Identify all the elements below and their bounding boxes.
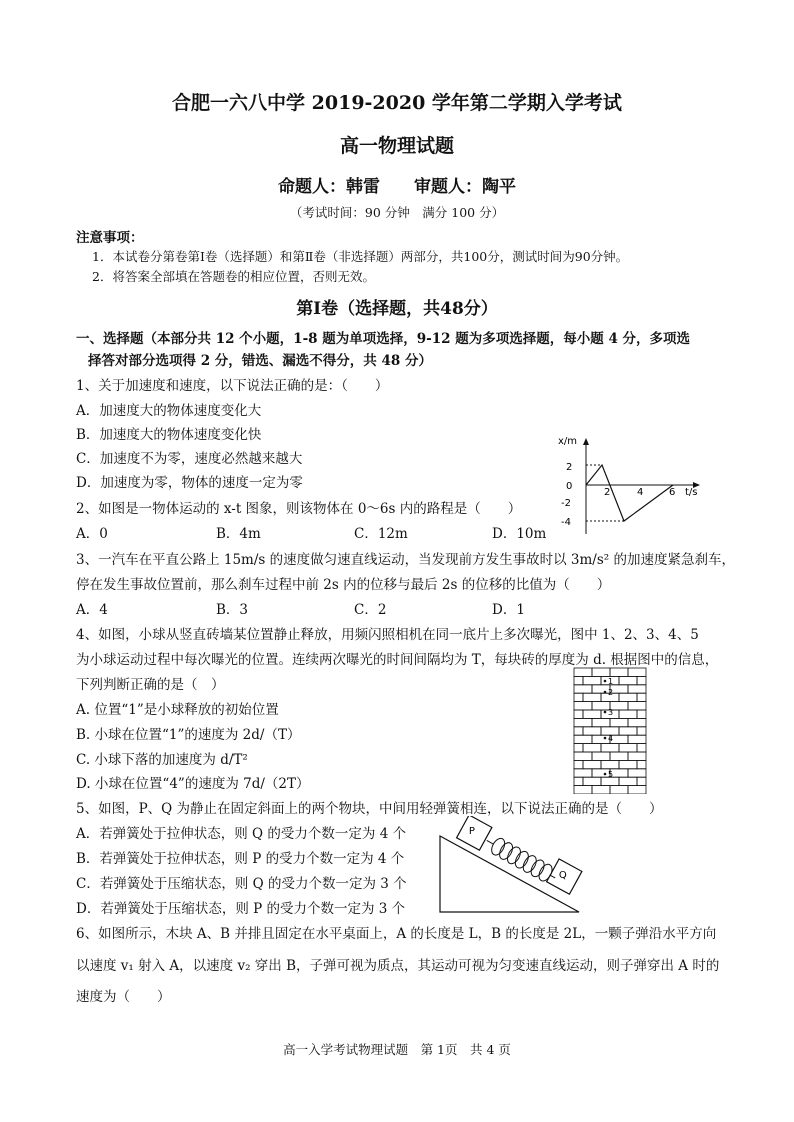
ball-positions <box>604 677 613 779</box>
note-item-2: 2．将答案全部填在答题卷的相应位置，否则无效。 <box>92 269 375 284</box>
q4-option-d: D. 小球在位置“4”的速度为 7d/（2T） <box>76 776 310 792</box>
brick <box>574 760 583 768</box>
brick <box>574 668 592 676</box>
brick <box>574 769 592 777</box>
brick <box>628 786 646 794</box>
brick <box>601 744 619 752</box>
exam-authors: 命题人：韩雷 审题人：陶平 <box>278 177 516 197</box>
brick <box>619 676 637 684</box>
brick <box>628 668 646 676</box>
x-tick-2: 2 <box>604 487 611 498</box>
brick <box>574 744 583 752</box>
y-tick-0: 0 <box>566 481 573 492</box>
q4-option-b: B. 小球在位置“1”的速度为 2d/（T） <box>76 727 301 743</box>
time-note: （考试时间：90 分钟 满分 100 分） <box>289 205 505 220</box>
brick <box>637 676 646 684</box>
brick <box>601 760 619 768</box>
brick <box>619 760 637 768</box>
brick <box>610 752 628 760</box>
brick <box>637 760 646 768</box>
brick <box>610 786 628 794</box>
q4-line3: 下列判断正确的是（ ） <box>76 677 225 693</box>
brick <box>583 744 601 752</box>
q5-stem: 5、如图，P、Q 为静止在固定斜面上的两个物块，中间用轻弹簧相连，以下说法正确的是（ ） <box>76 801 663 817</box>
brick <box>637 710 646 718</box>
q2-option-d: D．10m <box>492 526 547 542</box>
ball-position-5 <box>604 773 607 776</box>
ball-position-1 <box>604 680 607 683</box>
q1-stem: 1、关于加速度和速度，以下说法正确的是：（ ） <box>76 378 389 394</box>
position-label-2: 2 <box>608 688 614 697</box>
q3-option-b: B．3 <box>216 602 249 618</box>
position-label-5: 5 <box>608 770 614 779</box>
q2-option-a: A．0 <box>76 526 108 542</box>
brick <box>628 718 646 726</box>
brick <box>592 786 610 794</box>
x-axis-label: t/s <box>685 487 698 498</box>
brick <box>574 727 583 735</box>
brick <box>592 668 610 676</box>
brick <box>583 727 601 735</box>
note-item-1: 1．本试卷分第卷第Ⅰ卷（选择题）和第Ⅱ卷（非选择题）两部分，共100分，测试时间为90分钟。 <box>92 249 629 264</box>
brick <box>619 777 637 785</box>
position-label-4: 4 <box>608 734 614 743</box>
brick <box>637 744 646 752</box>
brick <box>583 760 601 768</box>
q3-option-a: A．4 <box>76 602 108 618</box>
brick <box>574 685 592 693</box>
ball-position-3 <box>604 711 607 714</box>
brick <box>574 676 583 684</box>
q3-option-d: D．1 <box>492 602 525 618</box>
brick <box>628 752 646 760</box>
brick <box>583 676 601 684</box>
position-label-1: 1 <box>608 677 614 686</box>
brick <box>610 668 628 676</box>
q3-option-c: C．2 <box>354 602 387 618</box>
brick <box>574 702 592 710</box>
q4-line2: 为小球运动过程中每次曝光的位置。连续两次曝光的时间间隔均为 T，每块砖的厚度为 d. 根据图中的信息， <box>76 652 719 668</box>
y-tick-neg4: -4 <box>561 517 571 528</box>
xt-graph-figure <box>542 432 708 538</box>
q5-option-b: B．若弹簧处于拉伸状态，则 P 的受力个数一定为 4 个 <box>76 851 405 867</box>
brick <box>619 693 637 701</box>
brick <box>592 752 610 760</box>
x-tick-4: 4 <box>637 487 644 498</box>
q4-option-c: C. 小球下落的加速度为 d/T² <box>76 752 248 768</box>
section-title: 第Ⅰ卷（选择题，共48分） <box>296 299 498 319</box>
q3-line1: 3、一汽车在平直公路上 15m/s 的速度做匀速直线运动，当发现前方发生事故时以 3m/s² 的加速度紧急刹车， <box>76 552 735 568</box>
section-intro-line1: 一、选择题（本部分共 12 个小题，1-8 题为单项选择，9-12 题为多项选择题，每小题 4 分，多项选 <box>76 331 691 347</box>
brick <box>619 710 637 718</box>
x-tick-6: 6 <box>669 487 676 498</box>
brick <box>574 693 583 701</box>
brick <box>619 744 637 752</box>
y-tick-neg2: -2 <box>561 498 571 509</box>
q3-line2: 停在发生事故位置前，那么刹车过程中前 2s 内的位移与最后 2s 的位移的比值为（ ） <box>76 577 611 593</box>
q4-option-a: A. 位置“1”是小球释放的初始位置 <box>76 702 279 718</box>
brick <box>637 693 646 701</box>
brick <box>619 727 637 735</box>
xt-line <box>586 465 676 521</box>
brick <box>574 710 583 718</box>
q5-option-d: D．若弹簧处于压缩状态，则 P 的受力个数一定为 3 个 <box>76 901 406 917</box>
q5-option-a: A．若弹簧处于拉伸状态，则 Q 的受力个数一定为 4 个 <box>76 826 407 842</box>
q2-option-c: C．12m <box>354 526 408 542</box>
brick <box>574 752 592 760</box>
q1-option-b: B．加速度大的物体速度变化快 <box>76 427 262 443</box>
spring <box>482 833 559 886</box>
q1-option-a: A．加速度大的物体速度变化大 <box>76 403 262 419</box>
brick <box>637 727 646 735</box>
section-intro-line2: 择答对部分选项得 2 分，错选、漏选不得分，共 48 分） <box>88 353 432 369</box>
brick <box>583 710 601 718</box>
brick <box>628 702 646 710</box>
notes-heading: 注意事项： <box>76 230 144 246</box>
brick <box>628 769 646 777</box>
q2-option-b: B．4m <box>216 526 261 542</box>
block-p-label: P <box>468 826 475 838</box>
brick <box>628 735 646 743</box>
y-axis-label: x/m <box>558 436 578 447</box>
brick <box>574 718 592 726</box>
block-p <box>457 816 492 850</box>
exam-title: 合肥一六八中学 2019-2020 学年第二学期入学考试 <box>172 92 622 114</box>
brick <box>637 777 646 785</box>
brick <box>583 693 601 701</box>
position-label-3: 3 <box>608 708 614 717</box>
q6-line2: 以速度 v₁ 射入 A，以速度 v₂ 穿出 B，子弹可视为质点，其运动可视为匀变速直线运动，则子弹穿出 A 时的 <box>76 958 720 974</box>
brick <box>574 786 592 794</box>
brick <box>574 735 592 743</box>
q4-line1: 4、如图，小球从竖直砖墙某位置静止释放，用频闪照相机在同一底片上多次曝光，图中 1、2、3、4、5 <box>76 627 699 643</box>
q6-line1: 6、如图所示，木块 A、B 并排且固定在水平桌面上，A 的长度是 L，B 的长度是 2L，一颗子弹沿水平方向 <box>76 926 717 942</box>
exam-subject: 高一物理试题 <box>339 135 454 157</box>
q2-stem: 2、如图是一物体运动的 x-t 图象，则该物体在 0～6s 内的路程是（ ） <box>76 501 522 517</box>
ball-position-4 <box>604 737 607 740</box>
q6-line3: 速度为（ ） <box>76 989 171 1005</box>
incline-spring-figure <box>436 816 586 916</box>
y-axis-arrow <box>583 438 589 445</box>
block-q-label: Q <box>558 870 567 882</box>
brick-wall-figure <box>572 666 648 794</box>
q1-option-c: C．加速度不为零，速度必然越来越大 <box>76 451 303 467</box>
page-footer: 高一入学考试物理试题 第 1页 共 4 页 <box>283 1042 511 1057</box>
y-tick-2: 2 <box>566 462 573 473</box>
q1-option-d: D．加速度为零，物体的速度一定为零 <box>76 475 303 491</box>
brick <box>583 777 601 785</box>
q5-option-c: C．若弹簧处于压缩状态，则 Q 的受力个数一定为 3 个 <box>76 876 407 892</box>
brick <box>628 685 646 693</box>
brick <box>592 718 610 726</box>
brick <box>610 718 628 726</box>
brick <box>574 777 583 785</box>
ball-position-2 <box>604 691 607 694</box>
